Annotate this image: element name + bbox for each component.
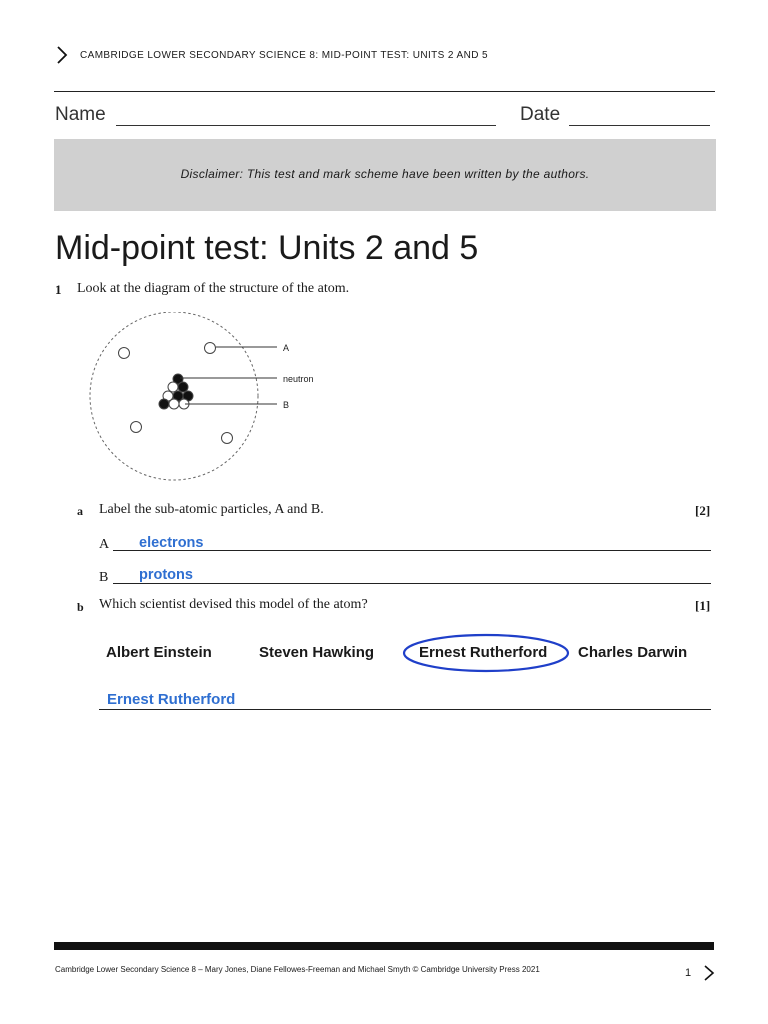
part-a-marks: [2] [695,503,711,518]
part-a-letter: a [77,504,83,518]
choice-ernest-rutherford[interactable]: Ernest Rutherford [419,644,548,661]
selection-circle [401,632,571,674]
diagram-label-neutron: neutron [283,374,314,384]
page-number: 1 [685,967,692,979]
diagram-label-b: B [283,400,290,410]
answer-scientist-field[interactable] [99,709,711,710]
chevron-right-icon[interactable] [53,44,71,66]
diagram-label-a: A [283,343,290,353]
header-rule [54,91,715,92]
neutron-particle [178,382,188,392]
disclaimer-text: Disclaimer: This test and mark scheme have been written by the authors. [180,167,590,181]
proton-particle [169,399,179,409]
name-label: Name [55,104,106,125]
question-number: 1 [55,282,62,297]
next-page-chevron-icon[interactable] [702,963,716,983]
page-title: Mid-point test: Units 2 and 5 [55,229,479,267]
part-b-text: Which scientist devised this model of the atom? [99,597,368,612]
neutron-particle [159,399,169,409]
electron [222,433,233,444]
choice-steven-hawking[interactable]: Steven Hawking [259,644,375,661]
electron [131,422,142,433]
choice-charles-darwin[interactable]: Charles Darwin [578,644,688,661]
electron [205,343,216,354]
choice-albert-einstein[interactable]: Albert Einstein [106,644,212,661]
part-b-marks: [1] [695,598,711,613]
name-field[interactable] [116,125,496,126]
part-b-letter: b [77,600,84,614]
atom-diagram [88,312,326,484]
answer-b-text: protons [139,567,193,583]
date-label: Date [520,104,561,125]
question-text: Look at the diagram of the structure of the atom. [77,281,350,296]
answer-b-label: B [99,570,109,585]
answer-scientist-text: Ernest Rutherford [107,691,236,708]
part-a-text: Label the sub-atomic particles, A and B. [99,502,324,517]
footer-credit: Cambridge Lower Secondary Science 8 – Mary Jones, Diane Fellowes-Freeman and Michael Smyth © Cambridge University Press 2021 [55,965,540,974]
answer-a-text: electrons [139,535,204,551]
date-field[interactable] [569,125,710,126]
header-title: CAMBRIDGE LOWER SECONDARY SCIENCE 8: MID-POINT TEST: UNITS 2 AND 5 [80,50,488,61]
answer-b-field[interactable] [113,583,711,584]
footer-bar [54,942,714,950]
electron [119,348,130,359]
answer-a-label: A [99,537,110,552]
proton-particle [168,382,178,392]
